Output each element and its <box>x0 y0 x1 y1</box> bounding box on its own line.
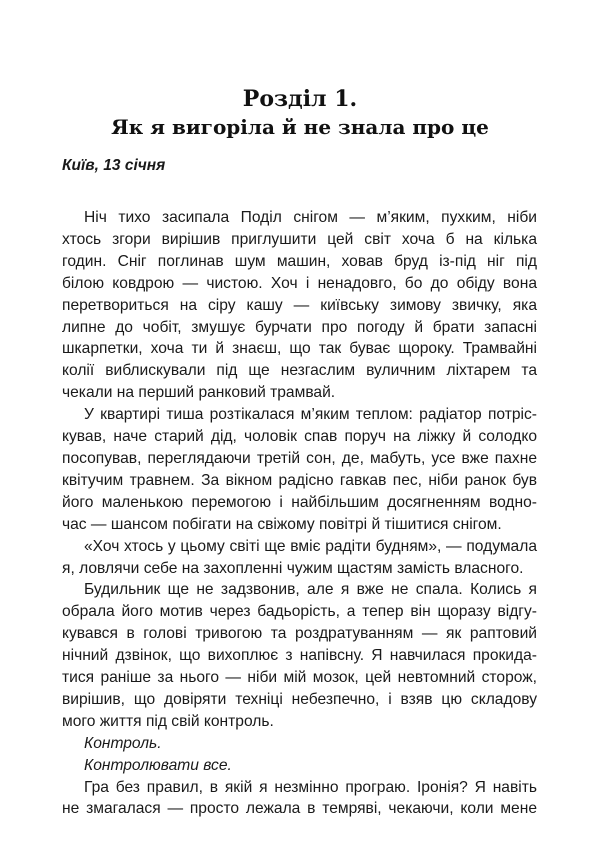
paragraph <box>62 579 537 732</box>
paragraph <box>62 777 537 821</box>
text-line: Гра без правил, в якій я незмінно програю. Іронія? Я навіть <box>84 778 537 796</box>
text-line: «Хоч хтось у цьому світі ще вміє радіти будням», — подумала <box>84 537 537 555</box>
chapter-title: Як я вигоріла й не знала про це <box>111 115 489 139</box>
text-line: кував, наче старий дід, чоловік спав поруч на ліжку й солодко <box>62 428 537 446</box>
paragraph <box>62 536 537 580</box>
text-line: білою ковдрою — чистою. Хоч і ненадовго, бо до обіду вона <box>62 274 537 292</box>
text-line: Ніч тихо засипала Поділ снігом — м’яким, пухким, ніби <box>84 209 537 226</box>
text-line: годин. Сніг поглинав шум машин, ховав бруд із-під ніг під <box>62 252 537 270</box>
text-line: не змагалася — просто лежала в темряві, чекаючи, коли мене <box>62 800 537 818</box>
text-line: Контроль. <box>84 734 162 752</box>
text-line: кувався в голові тривогою та роздратуванням — як раптовий <box>62 625 537 643</box>
text-line: липне до чобіт, змушує бурчати про погоду й брати запасні <box>62 318 537 336</box>
text-line: Контролювати все. <box>84 756 232 774</box>
body-text <box>62 207 537 820</box>
text-line: час — шансом побігати на свіжому повітрі й тішитися снігом. <box>62 515 502 533</box>
text-line: чекали на перший ранковий трамвай. <box>62 384 336 402</box>
paragraph <box>62 755 537 777</box>
place-date: Київ, 13 січня <box>62 157 166 174</box>
text-line: його маленькою перемогою і найбільшим досягненням водно- <box>62 493 537 511</box>
text-line: шкарпетки, хоча ти й знаєш, що так буває щороку. Трамвайні <box>62 340 537 358</box>
chapter-number: Розділ 1. <box>242 86 358 112</box>
paragraph <box>62 207 537 404</box>
text-line: квітучим травнем. За вікном радісно гавкав пес, ніби ранок був <box>62 471 537 489</box>
text-line: хтось згори вирішив приглушити цей світ хоча б на кілька <box>62 230 537 248</box>
paragraph <box>62 404 537 535</box>
text-line: У квартирі тиша розтікалася м’яким теплом: радіатор потріс- <box>84 406 537 424</box>
text-line: колії виблискували під ще незгаслим вуличним ліхтарем та <box>62 362 537 380</box>
paragraph <box>62 733 537 755</box>
text-line: Будильник ще не задзвонив, але я вже не спала. Колись я <box>84 581 537 599</box>
text-line: обрала його мотив через бадьорість, а тепер він щоразу відгу- <box>62 603 537 621</box>
text-line: перетвориться на сіру кашу — київську зимову звичку, яка <box>62 296 537 314</box>
text-line: вирішив, що довіряти техніці небезпечно, і взяв цю складову <box>62 690 537 708</box>
text-line: мого життя під свій контроль. <box>62 712 274 730</box>
text-line: нічний дзвінок, що вихоплює з напівсну. Я навчилася прокида- <box>62 647 537 665</box>
text-line: тися раніше за нього — ніби мій мозок, цей невтомний сторож, <box>62 669 537 687</box>
text-line: я, ловлячи себе на захопленні чужим щастям замість власного. <box>62 559 524 577</box>
text-line: посопував, переглядаючи третій сон, де, мабуть, усе вже пахне <box>62 449 537 467</box>
